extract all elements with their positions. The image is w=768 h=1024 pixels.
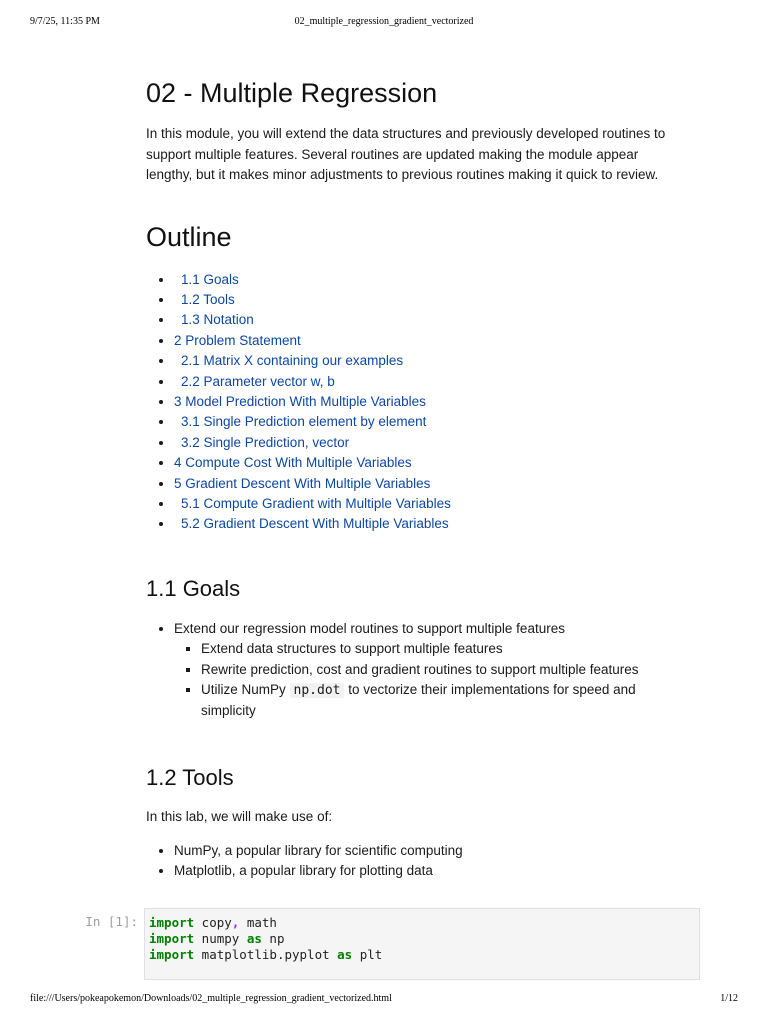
print-doc-title: 02_multiple_regression_gradient_vectorized	[294, 16, 474, 27]
outline-item	[174, 412, 686, 432]
outline-item	[174, 290, 686, 310]
tools-item: • NumPy, a popular library for scientific computing	[174, 841, 686, 861]
outline-item	[174, 310, 686, 330]
outline-link-compute-cost[interactable]: 4 Compute Cost With Multiple Variables	[174, 455, 412, 471]
intro-paragraph: In this module, you will extend the data structures and previously developed routines to support multiple features. Several routines are updated making the module appear lengthy, but it makes minor adjustments to previous routines making it quick to review.	[146, 126, 666, 182]
print-header	[30, 16, 738, 30]
print-url: file:///Users/pokeapokemon/Downloads/02_multiple_regression_gradient_vectorized.html	[30, 993, 392, 1004]
goals-sublist	[174, 639, 686, 722]
code-line: import copy, math	[149, 915, 277, 930]
outline-heading: Outline	[146, 221, 232, 252]
tools-item: • Matplotlib, a popular library for plotting data	[174, 861, 686, 881]
print-timestamp: 9/7/25, 11:35 PM	[30, 16, 100, 27]
outline-link-goals[interactable]: 1.1 Goals	[181, 271, 239, 287]
outline-link-tools[interactable]: 1.2 Tools	[181, 291, 235, 307]
goals-item	[174, 619, 686, 722]
tools-list	[146, 841, 686, 882]
outline-link-compute-gradient[interactable]: 5.1 Compute Gradient with Multiple Variables	[181, 495, 451, 511]
outline-item	[174, 392, 686, 412]
outline-link-notation[interactable]: 1.3 Notation	[181, 312, 254, 328]
outline-item	[174, 474, 686, 494]
outline-link-single-prediction-element[interactable]: 3.1 Single Prediction element by element	[181, 414, 427, 430]
tools-intro: In this lab, we will make use of:	[146, 808, 333, 824]
goals-main-text: Extend our regression model routines to support multiple features	[174, 620, 565, 636]
code-line: import matplotlib.pyplot as plt	[149, 947, 383, 962]
goals-list	[146, 619, 686, 722]
outline-item	[174, 453, 686, 473]
outline-item	[174, 494, 686, 514]
goals-subitem: ▪ Rewrite prediction, cost and gradient routines to support multiple features	[201, 660, 686, 680]
goals-subitem: ▪ Extend data structures to support multiple features	[201, 639, 686, 659]
outline-link-model-prediction[interactable]: 3 Model Prediction With Multiple Variables	[174, 393, 426, 409]
outline-link-problem-statement[interactable]: 2 Problem Statement	[174, 332, 301, 348]
goals-subitem	[201, 680, 686, 722]
cell-prompt: In [1]:	[85, 914, 138, 929]
outline-item	[174, 514, 686, 534]
page-title: 02 - Multiple Regression	[146, 78, 438, 108]
code-editor[interactable]	[144, 908, 700, 980]
outline-item	[174, 331, 686, 351]
outline-list	[146, 270, 686, 535]
outline-link-gradient-descent-multi[interactable]: 5.2 Gradient Descent With Multiple Variables	[181, 516, 449, 532]
print-footer	[30, 993, 738, 1007]
code-line: import numpy as np	[149, 931, 285, 946]
outline-item	[174, 372, 686, 392]
np-dot-code: np.dot	[290, 683, 345, 698]
outline-link-matrix-x[interactable]: 2.1 Matrix X containing our examples	[181, 353, 404, 369]
goals-sub3-after: to vectorize their implementations for speed and simplicity	[201, 682, 636, 719]
outline-link-parameter-vector[interactable]: 2.2 Parameter vector w, b	[181, 373, 335, 389]
outline-item	[174, 270, 686, 290]
outline-item	[174, 433, 686, 453]
outline-item	[174, 351, 686, 371]
outline-link-single-prediction-vector[interactable]: 3.2 Single Prediction, vector	[181, 434, 350, 450]
goals-sub3-before: Utilize NumPy	[201, 682, 290, 697]
print-page-number: 1/12	[720, 993, 738, 1004]
notebook-content	[146, 76, 686, 882]
tools-heading: 1.2 Tools	[146, 764, 234, 790]
outline-link-gradient-descent[interactable]: 5 Gradient Descent With Multiple Variables	[174, 475, 431, 491]
goals-heading: 1.1 Goals	[146, 575, 241, 601]
